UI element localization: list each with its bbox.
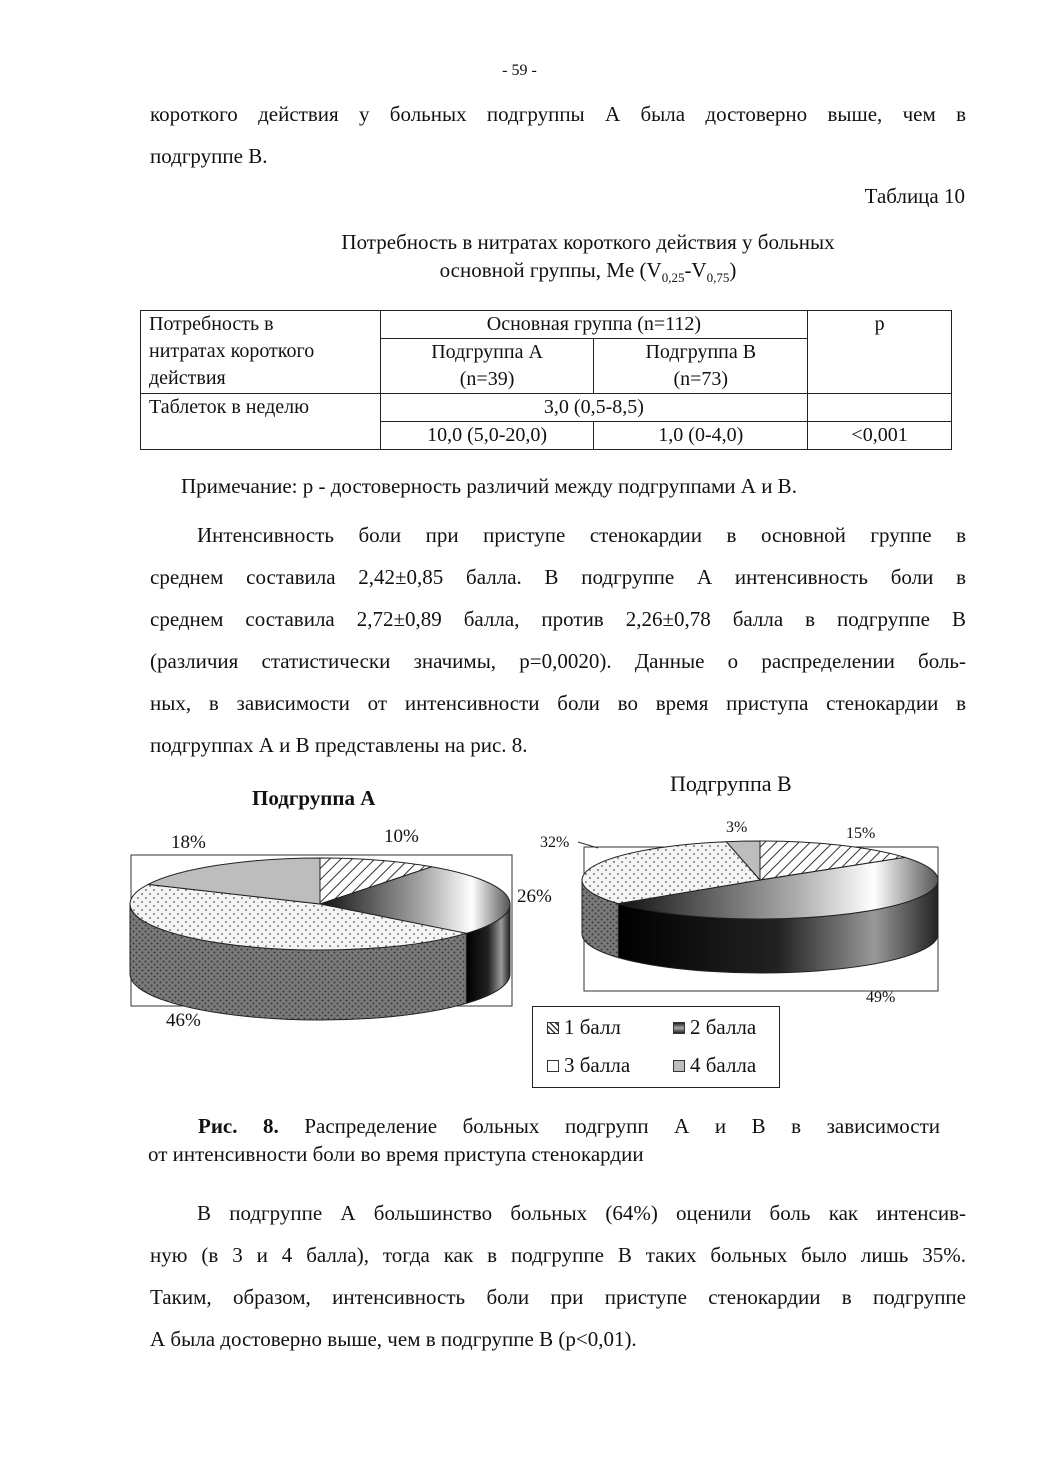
p-value-cell: <0,001: [808, 422, 952, 450]
legend-label: 1 балл: [564, 1015, 621, 1039]
chart-b-pie: [582, 841, 938, 973]
chart-a-label-2: 26%: [517, 886, 552, 907]
text-line: короткого действия у больных подгруппы А была достоверно выше, чем в: [150, 102, 966, 126]
cell-line: (n=73): [673, 368, 729, 390]
chart-b-label-1: 15%: [846, 825, 876, 842]
page-number: - 59 -: [502, 62, 537, 79]
figure-caption: [148, 1112, 940, 1168]
row-label-cell: Таблеток в неделю: [141, 394, 381, 450]
title-subscript: 0,75: [706, 270, 730, 286]
chart-a-label-1: 10%: [384, 826, 419, 847]
cell-line: Подгруппа В: [645, 341, 757, 363]
table-note: Примечание: p - достоверность различий между подгруппами А и В.: [181, 474, 797, 498]
chart-b-label-3: 32%: [540, 834, 570, 851]
group-header-cell: Основная группа (n=112): [380, 311, 807, 339]
title-part: -V: [684, 258, 707, 282]
text-line: ных, в зависимости от интенсивности боли во время приступа стенокардии в: [150, 691, 966, 715]
cell-line: Подгруппа А: [431, 341, 543, 363]
cell-line: Потребность в: [149, 313, 274, 335]
text-line: среднем составила 2,72±0,89 балла, против 2,26±0,78 балла в подгруппе В: [150, 607, 966, 631]
text-line: Интенсивность боли при приступе стенокардии в основной группе в: [197, 523, 966, 547]
chart-a-title: Подгруппа А: [252, 786, 376, 810]
text-line: Таким, образом, интенсивность боли при приступе стенокардии в подгруппе: [150, 1285, 966, 1309]
caption-text: Распределение больных подгрупп А и В в зависимости: [278, 1114, 940, 1138]
chart-a-label-3: 46%: [166, 1010, 201, 1031]
title-part: основной группы, Me (V: [439, 258, 662, 282]
legend-label: 3 балла: [564, 1053, 631, 1077]
value-a-cell: 10,0 (5,0-20,0): [380, 422, 594, 450]
chart-a-pie: [130, 858, 510, 1020]
legend-item: [547, 1053, 630, 1078]
title-part: ): [729, 258, 737, 282]
legend-label: 4 балла: [690, 1053, 757, 1077]
text-line: подгруппах А и В представлены на рис. 8.: [150, 733, 528, 757]
cell-line: действия: [149, 367, 226, 389]
paragraph-bottom: [150, 1192, 966, 1360]
legend-swatch-hatched-icon: [547, 1022, 559, 1034]
text-line: среднем составила 2,42±0,85 балла. В подгруппе А интенсивность боли в: [150, 565, 966, 589]
title-subscript: 0,25: [661, 270, 685, 286]
legend-label: 2 балла: [690, 1015, 757, 1039]
cell-line: (n=39): [459, 368, 515, 390]
p-header-cell: p: [808, 311, 952, 394]
legend-swatch-dotted-icon: [547, 1060, 559, 1072]
chart-a-label-4: 18%: [171, 832, 206, 853]
chart-b-title: Подгруппа В: [670, 771, 792, 796]
chart-legend: [532, 1006, 780, 1088]
cell-line: нитратах короткого: [149, 340, 315, 362]
text-line: (различия статистически значимы, p=0,0020). Данные о распределении боль-: [150, 649, 966, 673]
text-line: А была достоверно выше, чем в подгруппе В (p<0,01).: [150, 1327, 637, 1351]
total-cell: 3,0 (0,5-8,5): [380, 394, 807, 422]
legend-item: [547, 1015, 621, 1040]
legend-item: [673, 1015, 756, 1040]
caption-line: от интенсивности боли во время приступа стенокардии: [148, 1142, 644, 1166]
value-b-cell: 1,0 (0-4,0): [594, 422, 808, 450]
text-line: подгруппе В.: [150, 144, 268, 168]
text-line: В подгруппе А большинство больных (64%) оценили боль как интенсив-: [197, 1201, 966, 1225]
table-title-line: Потребность в нитратах короткого действия у больных: [341, 230, 835, 254]
caption-bold: Рис. 8.: [198, 1114, 279, 1138]
legend-swatch-gray-icon: [673, 1060, 685, 1072]
legend-swatch-dark-icon: [673, 1022, 685, 1034]
table-label: Таблица 10: [864, 184, 965, 208]
chart-b-label-2: 49%: [866, 989, 896, 1006]
text-line: ную (в 3 и 4 балла), тогда как в подгруппе В таких больных было лишь 35%.: [150, 1243, 966, 1267]
caption-line: [148, 1112, 940, 1140]
legend-item: [673, 1053, 756, 1078]
chart-b-label-4: 3%: [726, 819, 748, 836]
